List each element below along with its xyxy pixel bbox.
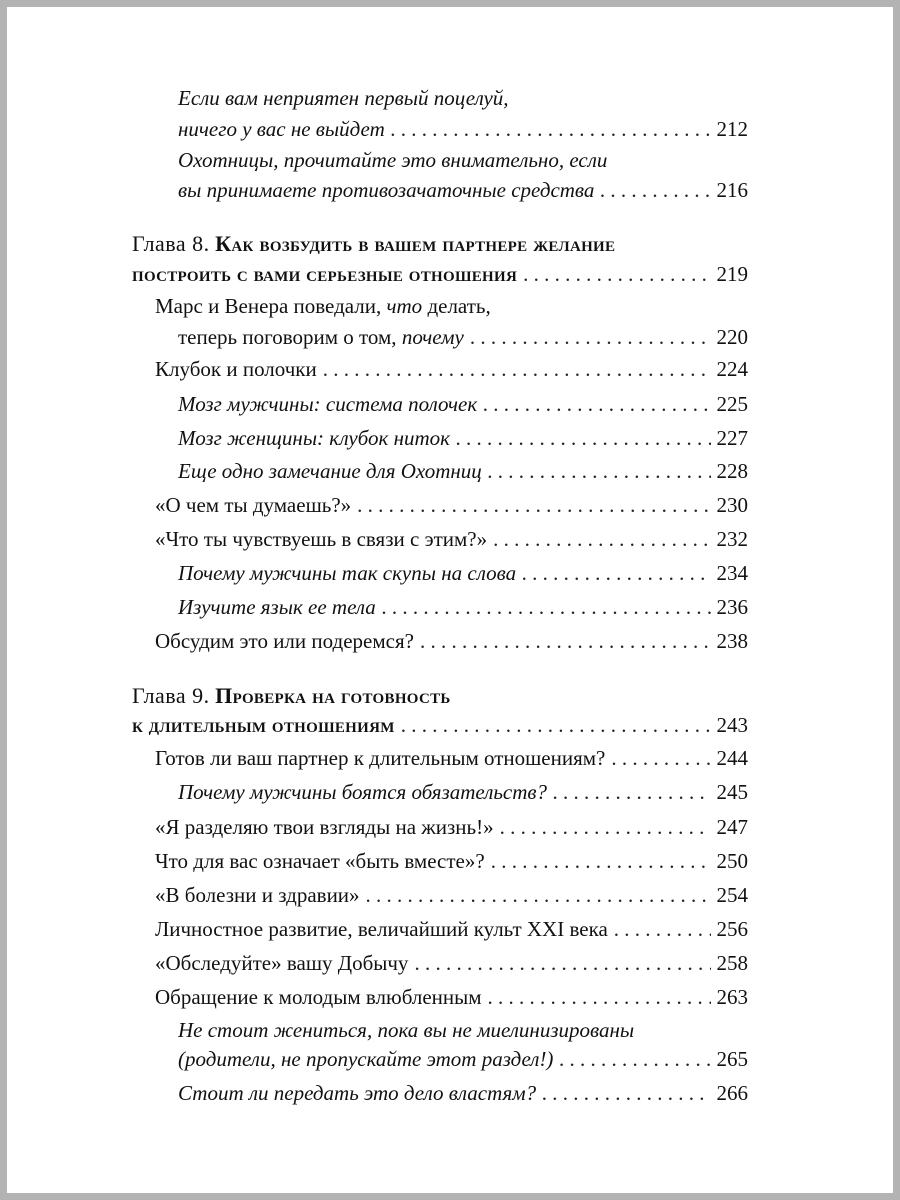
toc-entry: [178, 176, 748, 204]
leader-dots: [391, 115, 711, 143]
chapter-title: построить с вами серьезные отношения: [132, 262, 518, 286]
leader-dots: [493, 525, 710, 553]
leader-dots: [542, 1079, 710, 1107]
chapter-heading: [132, 682, 451, 710]
text-fragment: Марс и Венера поведали,: [155, 294, 382, 318]
toc-entry-title: (родители, не пропускайте этот раздел!): [178, 1047, 554, 1071]
leader-dots: [553, 778, 710, 806]
toc-entry: [155, 915, 748, 943]
leader-dots: [488, 983, 711, 1011]
toc-entry: [178, 424, 748, 452]
chapter-heading: [132, 230, 615, 258]
chapter-heading-line: [132, 711, 748, 739]
toc-entry: [155, 627, 748, 655]
leader-dots: [523, 260, 710, 288]
leader-dots: [491, 847, 711, 875]
text-fragment-italic: почему: [401, 325, 464, 349]
toc-entry-title: Стоит ли передать это дело властям?: [178, 1081, 537, 1105]
chapter-title: к длительным отношениям: [132, 713, 395, 737]
toc-entry: [178, 559, 748, 587]
toc-entry-line: Не стоит жениться, пока вы не миелинизированы: [178, 1018, 635, 1042]
leader-dots: [559, 1045, 710, 1073]
toc-entry-title: «Что ты чувствуешь в связи с этим?»: [155, 527, 488, 551]
toc-entry-title: ничего у вас не выйдет: [178, 117, 385, 141]
leader-dots: [600, 176, 710, 204]
toc-entry: [178, 593, 748, 621]
page-number: 228: [716, 459, 748, 483]
toc-entry: [155, 983, 748, 1011]
toc-entry: [155, 813, 748, 841]
leader-dots: [611, 744, 710, 772]
toc-entry: [178, 390, 748, 418]
page-number: 256: [716, 917, 748, 941]
page-number: 224: [716, 357, 748, 381]
chapter-title: Как возбудить в вашем партнере желание: [215, 231, 616, 256]
leader-dots: [414, 949, 710, 977]
toc-entry-line: Если вам неприятен первый поцелуй,: [178, 86, 509, 110]
toc-entry: [155, 491, 748, 519]
toc-entry: [155, 881, 748, 909]
toc-entry: [178, 1079, 748, 1107]
leader-dots: [522, 559, 710, 587]
leader-dots: [366, 881, 711, 909]
text-fragment: теперь поговорим о том,: [178, 325, 397, 349]
text-fragment: делать,: [427, 294, 491, 318]
page-number: 254: [716, 883, 748, 907]
page-number: 236: [716, 595, 748, 619]
toc-entry: [155, 847, 748, 875]
leader-dots: [420, 627, 711, 655]
toc-entry-title: Личностное развитие, величайший культ XXI века: [155, 917, 608, 941]
page-number: 232: [716, 527, 748, 551]
toc-entry-title: «О чем ты думаешь?»: [155, 493, 352, 517]
page-number: 238: [716, 629, 748, 653]
page-number: 212: [716, 117, 748, 141]
toc-entry-title: Что для вас означает «быть вместе»?: [155, 849, 485, 873]
toc-entry-title: вы принимаете противозачаточные средства: [178, 178, 595, 202]
toc-entry: [178, 115, 748, 143]
toc-entry-title: Мозг женщины: клубок ниток: [178, 426, 450, 450]
toc-entry-line: Охотницы, прочитайте это внимательно, если: [178, 148, 608, 172]
leader-dots: [500, 813, 711, 841]
chapter-title: Проверка на готовность: [215, 683, 451, 708]
leader-dots: [401, 711, 711, 739]
toc-entry: [178, 778, 748, 806]
chapter-label: Глава 9.: [132, 683, 210, 708]
toc-entry-title: Готов ли ваш партнер к длительным отношениям?: [155, 746, 606, 770]
toc-entry: [178, 457, 748, 485]
leader-dots: [357, 491, 710, 519]
page-number: 225: [716, 392, 748, 416]
page-number: 220: [716, 325, 748, 349]
toc-entry-title: Изучите язык ее тела: [178, 595, 376, 619]
toc-entry: [155, 949, 748, 977]
toc-entry-title: Еще одно замечание для Охотниц: [178, 459, 482, 483]
page-number: 263: [716, 985, 748, 1009]
toc-entry: [155, 355, 748, 383]
toc-entry: [155, 744, 748, 772]
leader-dots: [323, 355, 711, 383]
toc-entry-title: Мозг мужчины: система полочек: [178, 392, 478, 416]
page-number: 266: [716, 1081, 748, 1105]
page-number: 234: [716, 561, 748, 585]
toc-entry-title: [178, 323, 464, 351]
leader-dots: [488, 457, 711, 485]
page-number: 227: [716, 426, 748, 450]
toc-entry-title: Клубок и полочки: [155, 357, 317, 381]
leader-dots: [470, 323, 711, 351]
leader-dots: [456, 424, 711, 452]
page-number: 219: [716, 262, 748, 286]
toc-entry-title: «В болезни и здравии»: [155, 883, 360, 907]
page-number: 250: [716, 849, 748, 873]
toc-entry: [155, 525, 748, 553]
page-number: 265: [716, 1047, 748, 1071]
leader-dots: [382, 593, 711, 621]
text-fragment-italic: что: [386, 294, 423, 318]
toc-entry-title: Почему мужчины так скупы на слова: [178, 561, 517, 585]
page-number: 216: [716, 178, 748, 202]
leader-dots: [483, 390, 710, 418]
toc-entry-title: Обращение к молодым влюбленным: [155, 985, 482, 1009]
page-number: 245: [716, 780, 748, 804]
toc-entry-title: Обсудим это или подеремся?: [155, 629, 414, 653]
toc-entry: [178, 1045, 748, 1073]
page-number: 247: [716, 815, 748, 839]
page-number: 244: [716, 746, 748, 770]
toc-entry-title: «Я разделяю твои взгляды на жизнь!»: [155, 815, 494, 839]
leader-dots: [614, 915, 711, 943]
page-number: 243: [716, 713, 748, 737]
toc-entry-title: Почему мужчины боятся обязательств?: [178, 780, 548, 804]
toc-entry-title: «Обследуйте» вашу Добычу: [155, 951, 409, 975]
page-number: 258: [716, 951, 748, 975]
chapter-heading-line: [132, 260, 748, 288]
toc-entry: [178, 323, 748, 351]
page-number: 230: [716, 493, 748, 517]
toc-entry-line: [155, 292, 491, 320]
chapter-label: Глава 8.: [132, 231, 210, 256]
